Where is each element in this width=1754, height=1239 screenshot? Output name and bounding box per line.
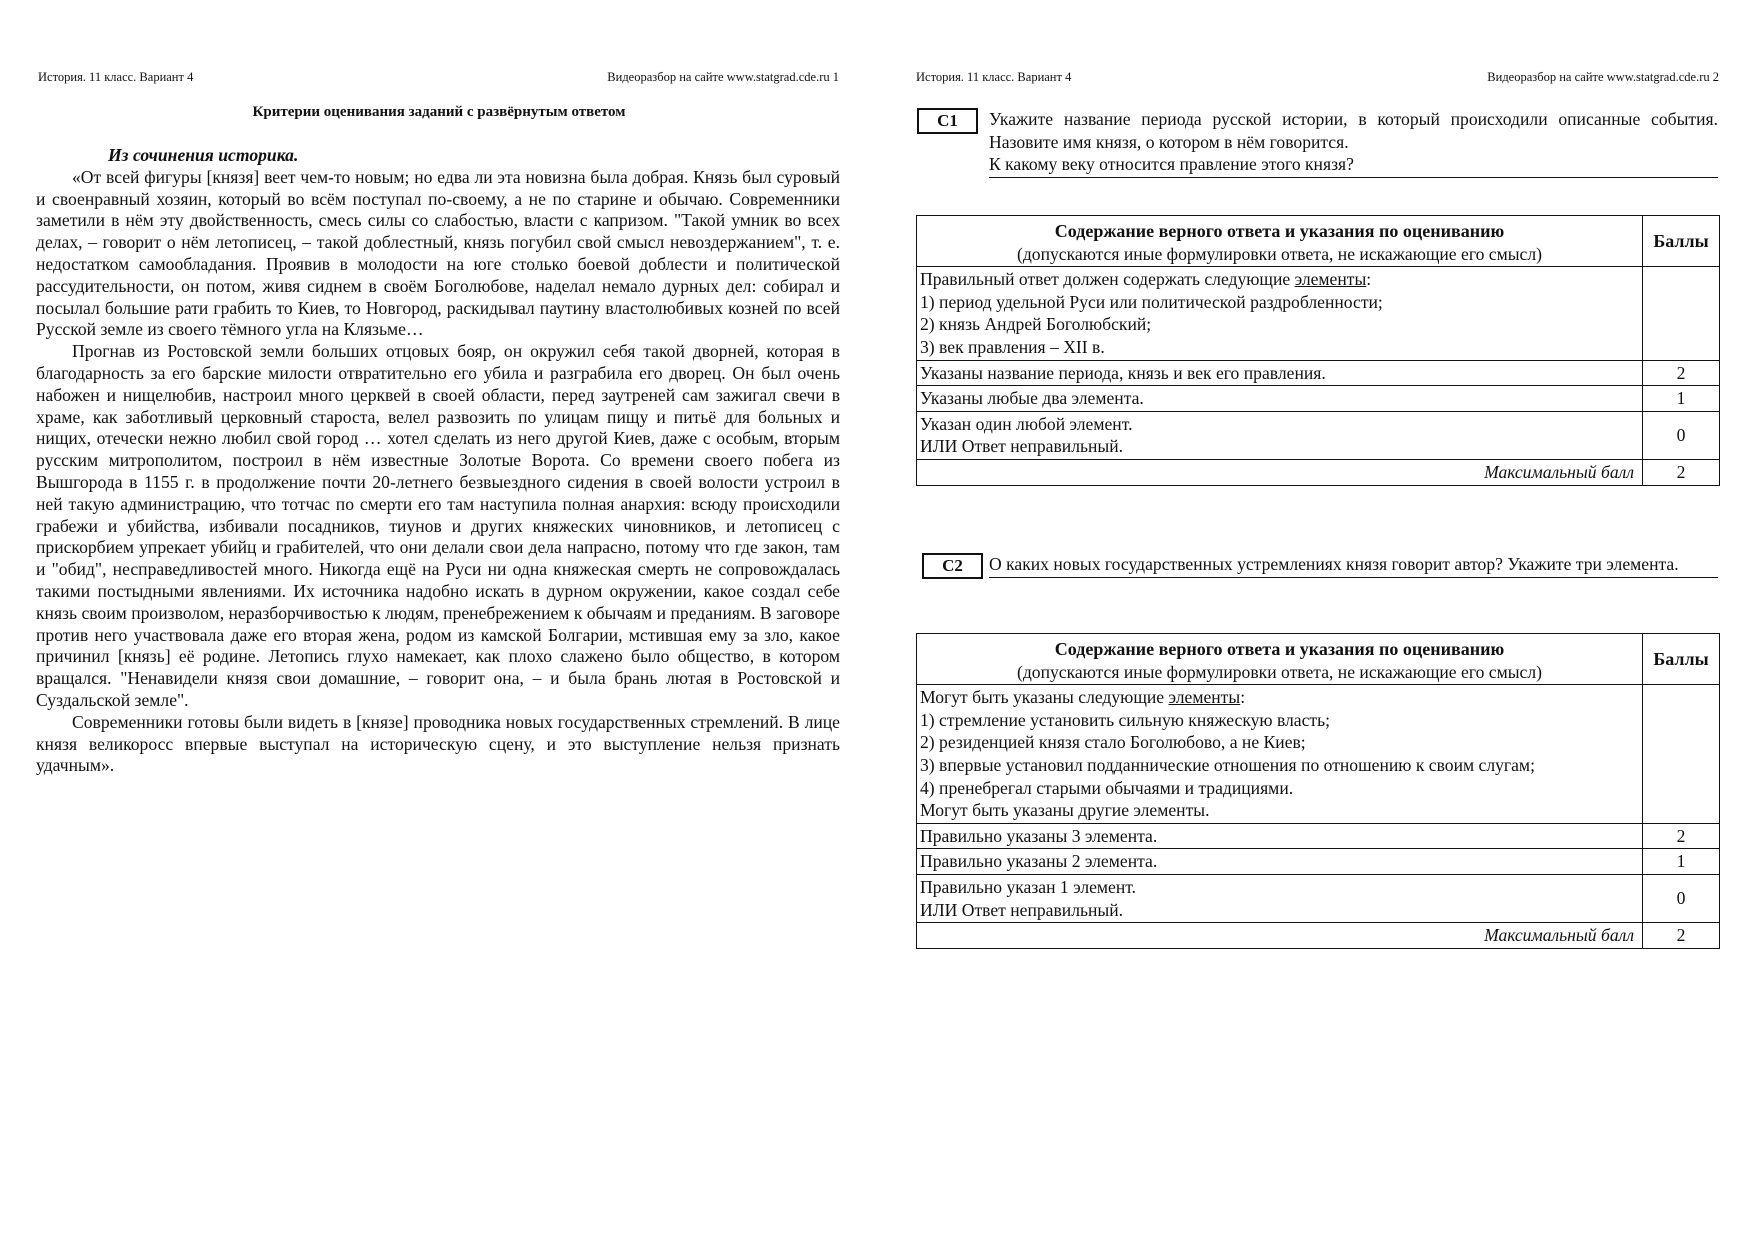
table-header-title: Содержание верного ответа и указания по оцениванию <box>1054 639 1505 659</box>
criterion-line: Правильно указан 1 элемент. <box>920 876 1137 897</box>
page-header-right: Видеоразбор на сайте www.statgrad.cde.ru 2 <box>1487 70 1719 84</box>
score-cell: 0 <box>1643 411 1720 459</box>
criterion-line: ИЛИ Ответ неправильный. <box>920 436 1124 457</box>
score-cell: 1 <box>1643 849 1720 875</box>
table-row-max <box>917 459 1720 485</box>
task-code-c1: С1 <box>917 108 978 134</box>
score-cell-empty <box>1643 267 1720 360</box>
task-c2 <box>922 553 1718 578</box>
essay-heading: Из сочинения историка. <box>108 145 299 165</box>
criterion-text: Указаны любые два элемента. <box>917 386 1643 412</box>
page-header-left: История. 11 класс. Вариант 4 <box>38 70 194 84</box>
score-cell: 0 <box>1643 874 1720 922</box>
table-row-elements <box>917 267 1720 360</box>
task-c2-question-line: О каких новых государственных устремлениях князя говорит автор? Укажите три элемента. <box>989 554 1679 574</box>
table-row-elements <box>917 685 1720 824</box>
task-c1-question-line: Укажите название периода русской истории, в который происходили описанные события. Назовите имя князя, о котором в нём говорится. <box>989 109 1718 152</box>
elements-intro <box>920 686 1639 709</box>
answer-elements <box>917 685 1643 824</box>
page-header-right: Видеоразбор на сайте www.statgrad.cde.ru 1 <box>607 70 839 84</box>
criteria-table-c1 <box>916 215 1720 486</box>
task-c2-question <box>989 553 1718 578</box>
page-header-left: История. 11 класс. Вариант 4 <box>916 70 1072 84</box>
essay-paragraph-1: «От всей фигуры [князя] веет чем-то новым; но едва ли эта новизна была добрая. Князь был суровый и своенравный хозяин, который во всём поступал по-своему, а не по старине и обычаю. Современники заметили в нём эту двойственность, смесь силы со слабостью, власти с капризом. "Такой умник во всех делах, – говорит о нём летописец, – такой доблестный, князь погубил свой смысл невоздержанием", т. е. недостатком самообладания. Проявив в молодости на юге столько боевой доблести и политической рассудительности, он потом, живя сиднем в своём Боголюбове, наделал немало дурных дел: собирал и посылал большие рати грабить то Киев, то Новгород, раскидывал паутину властолюбивых козней по всей Русской земле из своего тёмного угла на Клязьме… <box>36 166 840 340</box>
historian-essay <box>36 145 840 777</box>
score-cell: 2 <box>1643 823 1720 849</box>
elements-intro-text: Правильный ответ должен содержать следующие <box>920 269 1295 290</box>
max-score-label: Максимальный балл <box>917 923 1643 949</box>
elements-intro <box>920 268 1639 291</box>
table-header-score: Баллы <box>1643 634 1720 685</box>
page-right <box>877 0 1754 1239</box>
table-row <box>917 360 1720 386</box>
task-c1-question-line: К какому веку относится правление этого князя? <box>989 154 1354 174</box>
elements-intro-text: Могут быть указаны следующие <box>920 687 1169 708</box>
element-item: 1) период удельной Руси или политической раздробленности; <box>920 291 1383 312</box>
element-item: 2) князь Андрей Боголюбский; <box>920 314 1152 335</box>
score-cell-empty <box>1643 685 1720 824</box>
element-item: 1) стремление установить сильную княжескую власть; <box>920 709 1331 730</box>
elements-intro-colon: : <box>1240 687 1246 708</box>
task-c1-question <box>989 108 1718 178</box>
max-score-value: 2 <box>1643 923 1720 949</box>
essay-paragraph-2: Прогнав из Ростовской земли больших отцовых бояр, он окружил себя такой дворней, которая в благодарность за его барские милости отвратительно его убила и разграбила его дворец. Он был очень набожен и нищелюбив, настроил много церквей в своей области, перед заутреней сам зажигал свечи в храме, как заботливый церковный староста, велел развозить по улицам пищу и питьё для больных и нищих, отечески нежно любил свой город … хотел сделать из него другой Киев, даже с особым, вторым русским митрополитом, построил в нём известные Золотые Ворота. Со времени своего побега из Вышгорода в 1155 г. в продолжение почти 20-летнего безвыездного сидения в своей волости устроил в ней такую администрацию, что тотчас по смерти его там наступила полная анархия: всюду происходили грабежи и убийства, избивали посадников, тиунов и других княжеских чиновников, и летописец с прискорбием упрекает убийц и грабителей, что они делали свои дела напрасно, потому что где закон, там и "обид", несправедливостей много. Никогда ещё на Руси ни одна княжеская смерть не сопровождалась такими постыдными явлениями. Их источника надобно искать в дурном окружении, какое создал себе князь своим произволом, неразборчивостью к людям, пренебрежением к обычаям и преданиям. В заговоре против него участвовала даже его вторая жена, родом из камской Болгарии, мстившая ему за зло, какое причинил [князь] её родине. Летопись глухо намекает, как плохо слажено было общество, в котором вращался. "Ненавидели князя свои домашние, – говорит она, – и была брань лютая в Ростовской и Суздальской земле". <box>36 341 840 710</box>
criterion-text <box>917 874 1643 922</box>
essay-paragraph-3: Современники готовы были видеть в [князе] проводника новых государственных стремлений. В лице князя великоросс впервые выступал на историческую сцену, и это выступление нельзя признать удачным». <box>36 711 840 776</box>
criteria-table-c2 <box>916 633 1720 949</box>
score-cell: 1 <box>1643 386 1720 412</box>
criterion-text: Указаны название периода, князь и век его правления. <box>917 360 1643 386</box>
document-title: Критерии оценивания заданий с развёрнутым ответом <box>252 104 626 120</box>
table-row <box>917 823 1720 849</box>
task-c1 <box>917 108 1718 178</box>
element-item: 3) век правления – XII в. <box>920 336 1105 357</box>
criterion-line: ИЛИ Ответ неправильный. <box>920 899 1124 920</box>
table-row <box>917 386 1720 412</box>
element-item: 3) впервые установил подданнические отношения по отношению к своим слугам; <box>920 754 1535 775</box>
table-row <box>917 874 1720 922</box>
element-item: 4) пренебрегал старыми обычаями и традициями. <box>920 777 1294 798</box>
table-header-subtitle: (допускаются иные формулировки ответа, не искажающие его смысл) <box>1016 243 1543 264</box>
table-row-max <box>917 923 1720 949</box>
elements-intro-colon: : <box>1366 269 1372 290</box>
table-header-row <box>917 634 1720 685</box>
table-header-score: Баллы <box>1643 216 1720 267</box>
table-row <box>917 849 1720 875</box>
criterion-text: Правильно указаны 3 элемента. <box>917 823 1643 849</box>
table-header-row <box>917 216 1720 267</box>
criterion-text: Правильно указаны 2 элемента. <box>917 849 1643 875</box>
element-item: 2) резиденцией князя стало Боголюбово, а не Киев; <box>920 732 1306 753</box>
table-header-title: Содержание верного ответа и указания по оцениванию <box>1054 221 1505 241</box>
elements-intro-underlined: элементы <box>1294 269 1367 290</box>
answer-elements <box>917 267 1643 360</box>
criterion-text <box>917 411 1643 459</box>
table-header-content <box>917 634 1643 685</box>
max-score-label: Максимальный балл <box>917 459 1643 485</box>
table-header-content <box>917 216 1643 267</box>
elements-intro-underlined: элементы <box>1168 687 1241 708</box>
task-code-c2: С2 <box>922 553 983 579</box>
max-score-value: 2 <box>1643 459 1720 485</box>
table-header-subtitle: (допускаются иные формулировки ответа, не искажающие его смысл) <box>1016 661 1543 682</box>
score-cell: 2 <box>1643 360 1720 386</box>
element-item: Могут быть указаны другие элементы. <box>920 800 1210 821</box>
criterion-line: Указан один любой элемент. <box>920 413 1133 434</box>
table-row <box>917 411 1720 459</box>
